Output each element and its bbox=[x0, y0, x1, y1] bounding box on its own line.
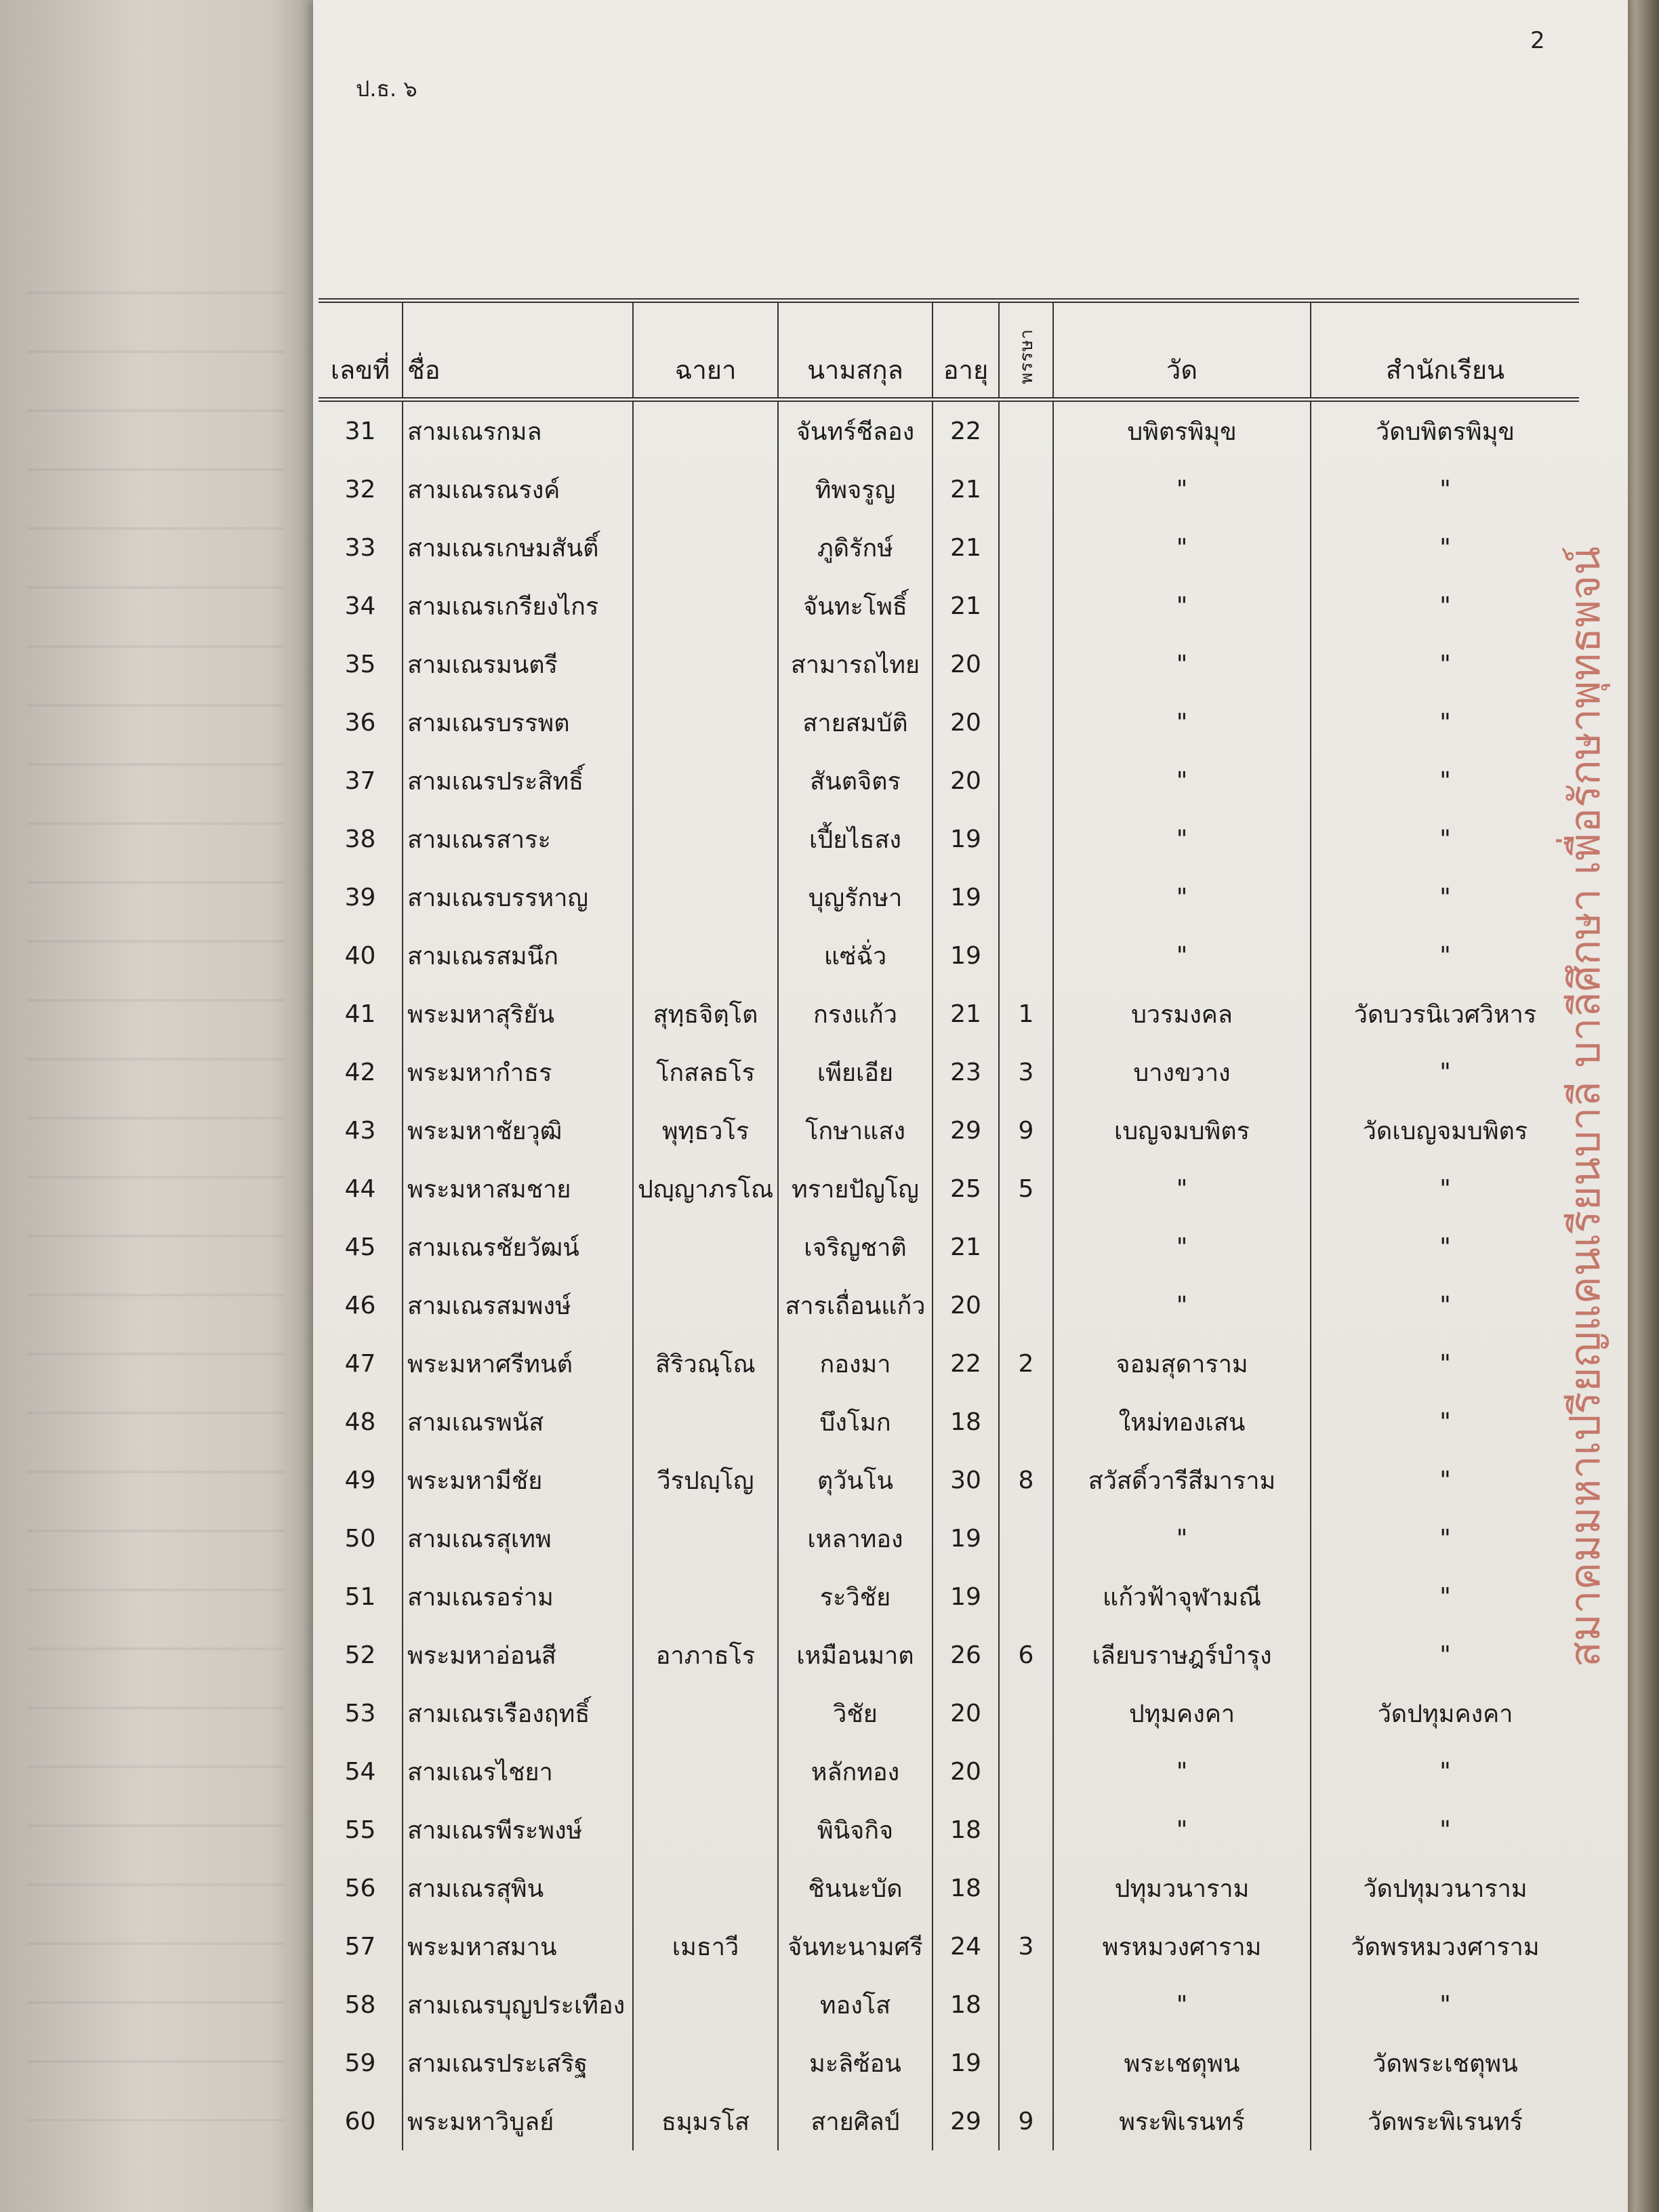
cell-name: สามเณรอร่าม bbox=[403, 1568, 633, 1626]
cell-number: 41 bbox=[344, 1000, 376, 1028]
cell-temple: " bbox=[1053, 518, 1311, 577]
cell-monastic-name: เมธาวี bbox=[633, 1917, 778, 1975]
cell-name: สามเณรประสิทธิ์ bbox=[403, 752, 633, 810]
cell-monastic-name bbox=[633, 400, 778, 461]
cell-school: " bbox=[1311, 460, 1579, 518]
cell-monastic-name bbox=[633, 1801, 778, 1859]
cell-surname: หลักทอง bbox=[778, 1742, 933, 1801]
cell-temple: ปทุมคงคา bbox=[1053, 1684, 1311, 1742]
cell-number: 52 bbox=[344, 1641, 376, 1669]
cell-monastic-name bbox=[633, 1684, 778, 1742]
cell-number: 45 bbox=[344, 1233, 376, 1261]
cell-monastic-name bbox=[633, 2034, 778, 2092]
cell-name: พระมหาศรีทนต์ bbox=[403, 1334, 633, 1393]
cell-surname: บุญรักษา bbox=[778, 868, 933, 926]
cell-number: 31 bbox=[344, 417, 376, 445]
page-number: 2 bbox=[1530, 27, 1545, 54]
cell-number: 32 bbox=[344, 475, 376, 504]
cell-surname: กรงแก้ว bbox=[778, 985, 933, 1043]
cell-monastic-name bbox=[633, 1393, 778, 1451]
cell-monastic-name bbox=[633, 577, 778, 635]
cell-surname: ระวิชัย bbox=[778, 1568, 933, 1626]
cell-vassa bbox=[999, 2034, 1053, 2092]
table-row bbox=[319, 635, 1579, 693]
cell-age: 20 bbox=[933, 635, 999, 693]
cell-age: 21 bbox=[933, 1218, 999, 1276]
cell-monastic-name: วีรปญฺโญ bbox=[633, 1451, 778, 1509]
cell-age: 20 bbox=[933, 1276, 999, 1334]
cell-monastic-name bbox=[633, 1276, 778, 1334]
cell-number: 42 bbox=[344, 1058, 376, 1086]
cell-school: " bbox=[1311, 868, 1579, 926]
table-row bbox=[319, 926, 1579, 985]
cell-age: 20 bbox=[933, 693, 999, 752]
cell-surname: เจริญชาติ bbox=[778, 1218, 933, 1276]
cell-monastic-name bbox=[633, 810, 778, 868]
cell-name: สามเณรเรืองฤทธิ์ bbox=[403, 1684, 633, 1742]
cell-surname: เพียเอีย bbox=[778, 1043, 933, 1101]
cell-vassa: 2 bbox=[999, 1334, 1053, 1393]
cell-name: สามเณรสมพงษ์ bbox=[403, 1276, 633, 1334]
cell-name: พระมหาอ่อนสี bbox=[403, 1626, 633, 1684]
cell-school: " bbox=[1311, 1393, 1579, 1451]
cell-name: สามเณรชัยวัฒน์ bbox=[403, 1218, 633, 1276]
cell-age: 22 bbox=[933, 400, 999, 461]
cell-vassa: 6 bbox=[999, 1626, 1053, 1684]
cell-vassa bbox=[999, 1684, 1053, 1742]
table-row bbox=[319, 1975, 1579, 2034]
cell-number: 56 bbox=[344, 1874, 376, 1902]
table-row bbox=[319, 985, 1579, 1043]
cell-monastic-name: สุทฺธจิตฺโต bbox=[633, 985, 778, 1043]
cell-name: พระมหาสมชาย bbox=[403, 1160, 633, 1218]
cell-number: 37 bbox=[344, 766, 376, 795]
cell-vassa bbox=[999, 1568, 1053, 1626]
cell-surname: จันทร์ชีลอง bbox=[778, 400, 933, 461]
cell-name: พระมหาสุริยัน bbox=[403, 985, 633, 1043]
cell-surname: ชินนะบัด bbox=[778, 1859, 933, 1917]
cell-vassa bbox=[999, 868, 1053, 926]
cell-school: " bbox=[1311, 926, 1579, 985]
cell-temple: แก้วฟ้าจุฬามณี bbox=[1053, 1568, 1311, 1626]
table-row bbox=[319, 1393, 1579, 1451]
table-row bbox=[319, 693, 1579, 752]
cell-vassa bbox=[999, 1742, 1053, 1801]
cell-number: 48 bbox=[344, 1408, 376, 1436]
cell-number: 53 bbox=[344, 1699, 376, 1727]
cell-vassa bbox=[999, 1276, 1053, 1334]
cell-number: 46 bbox=[344, 1291, 376, 1319]
cell-temple: เบญจมบพิตร bbox=[1053, 1101, 1311, 1160]
cell-name: พระมหามีชัย bbox=[403, 1451, 633, 1509]
table-row bbox=[319, 1218, 1579, 1276]
cell-number: 60 bbox=[344, 2107, 376, 2135]
candidate-table bbox=[319, 298, 1579, 2150]
cell-temple: ใหม่ทองเสน bbox=[1053, 1393, 1311, 1451]
bleed-through-text bbox=[27, 291, 285, 2121]
cell-number: 35 bbox=[344, 650, 376, 678]
cell-school: วัดปทุมวนาราม bbox=[1311, 1859, 1579, 1917]
table-header-row bbox=[319, 301, 1579, 400]
cell-school: " bbox=[1311, 752, 1579, 810]
cell-age: 20 bbox=[933, 1742, 999, 1801]
cell-monastic-name: อาภาธโร bbox=[633, 1626, 778, 1684]
cell-number: 51 bbox=[344, 1582, 376, 1611]
cell-temple: " bbox=[1053, 926, 1311, 985]
cell-temple: " bbox=[1053, 577, 1311, 635]
table-row bbox=[319, 1334, 1579, 1393]
cell-name: สามเณรบุญประเทือง bbox=[403, 1975, 633, 2034]
candidate-table-wrap bbox=[319, 298, 1579, 2150]
cell-surname: ทรายปัญโญ bbox=[778, 1160, 933, 1218]
cell-name: สามเณรสุเทพ bbox=[403, 1509, 633, 1568]
cell-vassa: 1 bbox=[999, 985, 1053, 1043]
cell-temple: " bbox=[1053, 460, 1311, 518]
cell-number: 58 bbox=[344, 1990, 376, 2019]
cell-age: 19 bbox=[933, 926, 999, 985]
cell-temple: บพิตรพิมุข bbox=[1053, 400, 1311, 461]
cell-name: พระมหาสมาน bbox=[403, 1917, 633, 1975]
cell-surname: กองมา bbox=[778, 1334, 933, 1393]
cell-surname: จันทะโพธิ์ bbox=[778, 577, 933, 635]
cell-age: 21 bbox=[933, 985, 999, 1043]
form-code: ป.ธ. ๖ bbox=[356, 76, 417, 102]
cell-number: 47 bbox=[344, 1349, 376, 1378]
cell-school: วัดบพิตรพิมุข bbox=[1311, 400, 1579, 461]
cell-monastic-name bbox=[633, 1859, 778, 1917]
cell-vassa bbox=[999, 1509, 1053, 1568]
cell-number: 33 bbox=[344, 533, 376, 562]
cell-surname: ทิพจรูญ bbox=[778, 460, 933, 518]
table-row bbox=[319, 1160, 1579, 1218]
cell-surname: สันตจิตร bbox=[778, 752, 933, 810]
header-name: ชื่อ bbox=[403, 301, 633, 400]
table-row bbox=[319, 868, 1579, 926]
table-row bbox=[319, 2092, 1579, 2150]
table-row bbox=[319, 577, 1579, 635]
cell-school: วัดปทุมคงคา bbox=[1311, 1684, 1579, 1742]
facing-left-page bbox=[0, 0, 319, 2212]
cell-surname: สายสมบัติ bbox=[778, 693, 933, 752]
header-vassa-label: พรรษา bbox=[1016, 329, 1037, 384]
cell-temple: " bbox=[1053, 635, 1311, 693]
cell-age: 21 bbox=[933, 577, 999, 635]
cell-surname: สารเถื่อนแก้ว bbox=[778, 1276, 933, 1334]
table-row bbox=[319, 1859, 1579, 1917]
cell-surname: เปี้ยไธสง bbox=[778, 810, 933, 868]
header-vassa bbox=[999, 301, 1053, 400]
cell-name: สามเณรสมนึก bbox=[403, 926, 633, 985]
table-row bbox=[319, 460, 1579, 518]
cell-school: " bbox=[1311, 1334, 1579, 1393]
cell-school: วัดพระพิเรนทร์ bbox=[1311, 2092, 1579, 2150]
cell-name: พระมหาชัยวุฒิ bbox=[403, 1101, 633, 1160]
cell-temple: " bbox=[1053, 1801, 1311, 1859]
header-surname: นามสกุล bbox=[778, 301, 933, 400]
cell-monastic-name bbox=[633, 635, 778, 693]
cell-temple: " bbox=[1053, 1160, 1311, 1218]
cell-school: " bbox=[1311, 1626, 1579, 1684]
table-row bbox=[319, 400, 1579, 461]
cell-age: 23 bbox=[933, 1043, 999, 1101]
cell-school: " bbox=[1311, 577, 1579, 635]
cell-school: วัดพรหมวงศาราม bbox=[1311, 1917, 1579, 1975]
cell-number: 34 bbox=[344, 592, 376, 620]
cell-name: สามเณรบรรหาญ bbox=[403, 868, 633, 926]
cell-age: 18 bbox=[933, 1393, 999, 1451]
cell-name: สามเณรณรงค์ bbox=[403, 460, 633, 518]
cell-vassa bbox=[999, 635, 1053, 693]
cell-age: 18 bbox=[933, 1801, 999, 1859]
cell-school: " bbox=[1311, 693, 1579, 752]
cell-temple: สวัสดิ์วารีสีมาราม bbox=[1053, 1451, 1311, 1509]
cell-temple: " bbox=[1053, 1276, 1311, 1334]
cell-vassa bbox=[999, 518, 1053, 577]
cell-surname: ภูดิรักษ์ bbox=[778, 518, 933, 577]
cell-age: 19 bbox=[933, 2034, 999, 2092]
cell-temple: พระเชตุพน bbox=[1053, 2034, 1311, 2092]
cell-number: 39 bbox=[344, 883, 376, 912]
cell-vassa bbox=[999, 577, 1053, 635]
cell-monastic-name bbox=[633, 460, 778, 518]
cell-temple: " bbox=[1053, 693, 1311, 752]
cell-monastic-name: โกสลธโร bbox=[633, 1043, 778, 1101]
table-row bbox=[319, 1276, 1579, 1334]
vertical-watermark: สมาคมมหาเปรียญแคนเรียนบาลี บาลีศึกษา เพื่อรักษาพุทธพจน์ bbox=[1560, 546, 1610, 1667]
cell-name: สามเณรเกรียงไกร bbox=[403, 577, 633, 635]
cell-temple: เลียบราษฎร์บำรุง bbox=[1053, 1626, 1311, 1684]
cell-vassa bbox=[999, 693, 1053, 752]
cell-school: " bbox=[1311, 1218, 1579, 1276]
cell-monastic-name bbox=[633, 518, 778, 577]
cell-monastic-name bbox=[633, 926, 778, 985]
cell-number: 59 bbox=[344, 2049, 376, 2077]
cell-vassa bbox=[999, 1859, 1053, 1917]
cell-school: " bbox=[1311, 1568, 1579, 1626]
table-row bbox=[319, 1568, 1579, 1626]
cell-number: 54 bbox=[344, 1757, 376, 1786]
cell-age: 25 bbox=[933, 1160, 999, 1218]
cell-age: 18 bbox=[933, 1859, 999, 1917]
cell-monastic-name: สิริวณฺโณ bbox=[633, 1334, 778, 1393]
cell-temple: " bbox=[1053, 1509, 1311, 1568]
cell-temple: ปทุมวนาราม bbox=[1053, 1859, 1311, 1917]
cell-number: 38 bbox=[344, 825, 376, 853]
table-row bbox=[319, 1101, 1579, 1160]
header-monastic-name: ฉายา bbox=[633, 301, 778, 400]
cell-age: 29 bbox=[933, 1101, 999, 1160]
header-school: สำนักเรียน bbox=[1311, 301, 1579, 400]
cell-age: 19 bbox=[933, 1568, 999, 1626]
cell-age: 24 bbox=[933, 1917, 999, 1975]
cell-school: " bbox=[1311, 810, 1579, 868]
cell-name: สามเณรประเสริฐ bbox=[403, 2034, 633, 2092]
cell-vassa bbox=[999, 1393, 1053, 1451]
cell-temple: บวรมงคล bbox=[1053, 985, 1311, 1043]
cell-age: 19 bbox=[933, 868, 999, 926]
cell-name: สามเณรสาระ bbox=[403, 810, 633, 868]
cell-school: วัดเบญจมบพิตร bbox=[1311, 1101, 1579, 1160]
cell-name: พระมหาวิบูลย์ bbox=[403, 2092, 633, 2150]
cell-monastic-name: พุทฺธวโร bbox=[633, 1101, 778, 1160]
table-row bbox=[319, 1684, 1579, 1742]
cell-age: 22 bbox=[933, 1334, 999, 1393]
cell-vassa bbox=[999, 810, 1053, 868]
cell-monastic-name bbox=[633, 752, 778, 810]
cell-vassa bbox=[999, 926, 1053, 985]
table-row bbox=[319, 1801, 1579, 1859]
header-age: อายุ bbox=[933, 301, 999, 400]
cell-surname: ตุวันโน bbox=[778, 1451, 933, 1509]
cell-number: 57 bbox=[344, 1932, 376, 1961]
table-row bbox=[319, 1509, 1579, 1568]
cell-surname: สายศิลป์ bbox=[778, 2092, 933, 2150]
cell-name: สามเณรบรรพต bbox=[403, 693, 633, 752]
cell-number: 40 bbox=[344, 941, 376, 970]
cell-age: 19 bbox=[933, 1509, 999, 1568]
cell-vassa: 5 bbox=[999, 1160, 1053, 1218]
header-temple: วัด bbox=[1053, 301, 1311, 400]
cell-age: 20 bbox=[933, 1684, 999, 1742]
cell-vassa: 3 bbox=[999, 1043, 1053, 1101]
cell-name: สามเณรพนัส bbox=[403, 1393, 633, 1451]
cell-vassa: 9 bbox=[999, 2092, 1053, 2150]
cell-school: " bbox=[1311, 1509, 1579, 1568]
cell-name: พระมหากำธร bbox=[403, 1043, 633, 1101]
cell-name: สามเณรสุพิน bbox=[403, 1859, 633, 1917]
cell-school: " bbox=[1311, 635, 1579, 693]
cell-monastic-name bbox=[633, 1975, 778, 2034]
cell-monastic-name bbox=[633, 1218, 778, 1276]
cell-vassa bbox=[999, 460, 1053, 518]
cell-temple: พรหมวงศาราม bbox=[1053, 1917, 1311, 1975]
cell-surname: เหลาทอง bbox=[778, 1509, 933, 1568]
cell-age: 21 bbox=[933, 518, 999, 577]
cell-vassa bbox=[999, 1218, 1053, 1276]
cell-monastic-name: ปญฺญาภรโณ bbox=[633, 1160, 778, 1218]
cell-surname: แซ่ฉั่ว bbox=[778, 926, 933, 985]
cell-school: " bbox=[1311, 1160, 1579, 1218]
table-row bbox=[319, 518, 1579, 577]
table-row bbox=[319, 752, 1579, 810]
cell-name: สามเณรพีระพงษ์ bbox=[403, 1801, 633, 1859]
cell-monastic-name bbox=[633, 1742, 778, 1801]
cell-vassa: 8 bbox=[999, 1451, 1053, 1509]
header-number: เลขที่ bbox=[319, 301, 403, 400]
cell-age: 21 bbox=[933, 460, 999, 518]
cell-temple: " bbox=[1053, 1218, 1311, 1276]
cell-surname: มะลิซ้อน bbox=[778, 2034, 933, 2092]
cell-name: สามเณรกมล bbox=[403, 400, 633, 461]
table-row bbox=[319, 1043, 1579, 1101]
cell-surname: จันทะนามศรี bbox=[778, 1917, 933, 1975]
cell-temple: " bbox=[1053, 868, 1311, 926]
cell-monastic-name bbox=[633, 1509, 778, 1568]
cell-number: 44 bbox=[344, 1174, 376, 1203]
cell-monastic-name bbox=[633, 1568, 778, 1626]
cell-school: วัดบวรนิเวศวิหาร bbox=[1311, 985, 1579, 1043]
cell-name: สามเณรมนตรี bbox=[403, 635, 633, 693]
cell-vassa bbox=[999, 752, 1053, 810]
cell-temple: จอมสุดาราม bbox=[1053, 1334, 1311, 1393]
cell-age: 30 bbox=[933, 1451, 999, 1509]
cell-school: วัดพระเชตุพน bbox=[1311, 2034, 1579, 2092]
table-row bbox=[319, 810, 1579, 868]
cell-number: 49 bbox=[344, 1466, 376, 1494]
cell-vassa: 3 bbox=[999, 1917, 1053, 1975]
cell-number: 50 bbox=[344, 1524, 376, 1553]
cell-number: 55 bbox=[344, 1816, 376, 1844]
cell-monastic-name bbox=[633, 693, 778, 752]
cell-surname: เหมือนมาต bbox=[778, 1626, 933, 1684]
table-row bbox=[319, 1917, 1579, 1975]
cell-school: " bbox=[1311, 1742, 1579, 1801]
cell-age: 26 bbox=[933, 1626, 999, 1684]
cell-school: " bbox=[1311, 518, 1579, 577]
cell-school: " bbox=[1311, 1975, 1579, 2034]
cell-age: 20 bbox=[933, 752, 999, 810]
cell-number: 36 bbox=[344, 708, 376, 737]
cell-surname: วิชัย bbox=[778, 1684, 933, 1742]
table-row bbox=[319, 2034, 1579, 2092]
cell-temple: พระพิเรนทร์ bbox=[1053, 2092, 1311, 2150]
cell-school: " bbox=[1311, 1043, 1579, 1101]
cell-temple: " bbox=[1053, 1975, 1311, 2034]
cell-monastic-name: ธมฺมรโส bbox=[633, 2092, 778, 2150]
cell-school: " bbox=[1311, 1451, 1579, 1509]
table-row bbox=[319, 1451, 1579, 1509]
cell-age: 19 bbox=[933, 810, 999, 868]
cell-vassa bbox=[999, 400, 1053, 461]
cell-surname: โกษาแสง bbox=[778, 1101, 933, 1160]
cell-surname: พินิจกิจ bbox=[778, 1801, 933, 1859]
table-row bbox=[319, 1742, 1579, 1801]
cell-age: 29 bbox=[933, 2092, 999, 2150]
cell-school: " bbox=[1311, 1276, 1579, 1334]
cell-name: สามเณรเกษมสันติ์ bbox=[403, 518, 633, 577]
table-row bbox=[319, 1626, 1579, 1684]
cell-school: " bbox=[1311, 1801, 1579, 1859]
cell-age: 18 bbox=[933, 1975, 999, 2034]
cell-vassa bbox=[999, 1801, 1053, 1859]
cell-monastic-name bbox=[633, 868, 778, 926]
cell-surname: บึงโมก bbox=[778, 1393, 933, 1451]
cell-vassa: 9 bbox=[999, 1101, 1053, 1160]
cell-temple: บางขวาง bbox=[1053, 1043, 1311, 1101]
cell-surname: ทองโส bbox=[778, 1975, 933, 2034]
cell-temple: " bbox=[1053, 752, 1311, 810]
cell-surname: สามารถไทย bbox=[778, 635, 933, 693]
cell-temple: " bbox=[1053, 1742, 1311, 1801]
cell-name: สามเณรไชยา bbox=[403, 1742, 633, 1801]
cell-temple: " bbox=[1053, 810, 1311, 868]
cell-number: 43 bbox=[344, 1116, 376, 1145]
cell-vassa bbox=[999, 1975, 1053, 2034]
